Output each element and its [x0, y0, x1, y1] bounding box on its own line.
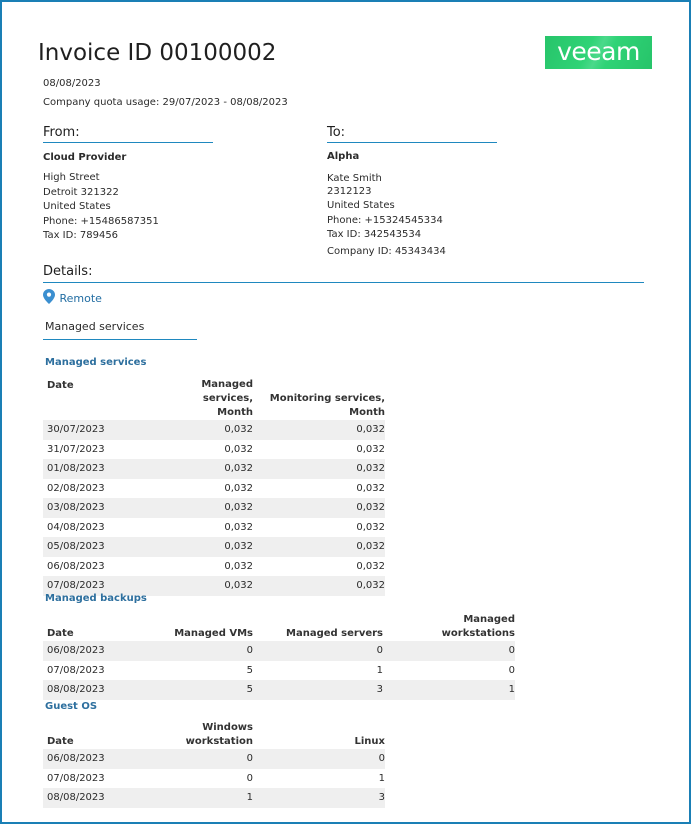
page-title: Invoice ID 00100002 [38, 40, 277, 66]
to-contact: Kate Smith [327, 173, 382, 184]
managed-services-title: Managed services [45, 357, 147, 368]
col-header-managed-vms: Managed VMs [174, 628, 253, 639]
to-country: United States [327, 200, 395, 211]
section-underline [43, 339, 197, 340]
col-header-linux: Linux [354, 736, 385, 747]
from-name: Cloud Provider [43, 152, 127, 163]
to-postal: 2312123 [327, 186, 372, 197]
table-row: 08/08/2023 1 3 [43, 788, 385, 808]
from-heading: From: [43, 125, 80, 140]
from-tax-id: Tax ID: 789456 [43, 230, 119, 241]
details-underline [43, 282, 644, 283]
to-underline [327, 142, 497, 143]
section-title: Managed services [45, 320, 145, 333]
quota-usage: Company quota usage: 29/07/2023 - 08/08/2023 [43, 97, 288, 108]
location-row [43, 289, 102, 307]
table-row: 04/08/2023 0,032 0,032 [43, 518, 385, 538]
from-underline [43, 142, 213, 143]
to-heading: To: [327, 125, 346, 140]
col-header-managed-workstations: Managed workstations [441, 614, 515, 639]
guest-os-table [43, 721, 385, 808]
table-row: 07/08/2023 0 1 [43, 769, 385, 789]
to-company-id: Company ID: 45343434 [327, 246, 446, 257]
col-header-date: Date [47, 628, 74, 639]
table-row: 06/08/2023 0 0 0 [43, 641, 515, 661]
map-pin-icon [43, 289, 55, 307]
location-label: Remote [59, 291, 102, 305]
table-row: 06/08/2023 0,032 0,032 [43, 557, 385, 577]
col-header-managed-servers: Managed servers [286, 628, 383, 639]
table-row: 05/08/2023 0,032 0,032 [43, 537, 385, 557]
col-header-monitoring-services: Monitoring services, Month [269, 393, 385, 418]
table-row: 07/08/2023 0,032 0,032 [43, 576, 385, 596]
from-country: United States [43, 201, 111, 212]
details-heading: Details: [43, 264, 93, 279]
table-row: 06/08/2023 0 0 [43, 749, 385, 769]
col-header-windows-workstation: Windows workstation [185, 722, 253, 747]
managed-backups-title: Managed backups [45, 593, 147, 604]
from-phone: Phone: +15486587351 [43, 216, 159, 227]
table-row: 03/08/2023 0,032 0,032 [43, 498, 385, 518]
table-row: 07/08/2023 5 1 0 [43, 661, 515, 681]
col-header-date: Date [47, 380, 74, 391]
table-row: 31/07/2023 0,032 0,032 [43, 440, 385, 460]
to-name: Alpha [327, 151, 360, 162]
col-header-date: Date [47, 736, 74, 747]
veeam-logo: veeam [545, 36, 652, 69]
to-phone: Phone: +15324545334 [327, 215, 443, 226]
managed-backups-table [43, 613, 515, 700]
guest-os-title: Guest OS [45, 701, 98, 712]
table-row: 02/08/2023 0,032 0,032 [43, 479, 385, 499]
invoice-date: 08/08/2023 [43, 78, 101, 89]
from-city: Detroit 321322 [43, 187, 119, 198]
from-street: High Street [43, 172, 100, 183]
managed-services-table [43, 378, 385, 596]
table-row: 01/08/2023 0,032 0,032 [43, 459, 385, 479]
table-row: 08/08/2023 5 3 1 [43, 680, 515, 700]
col-header-managed-services: Managed services, Month [201, 379, 253, 418]
table-row: 30/07/2023 0,032 0,032 [43, 420, 385, 440]
to-tax-id: Tax ID: 342543534 [327, 229, 422, 240]
